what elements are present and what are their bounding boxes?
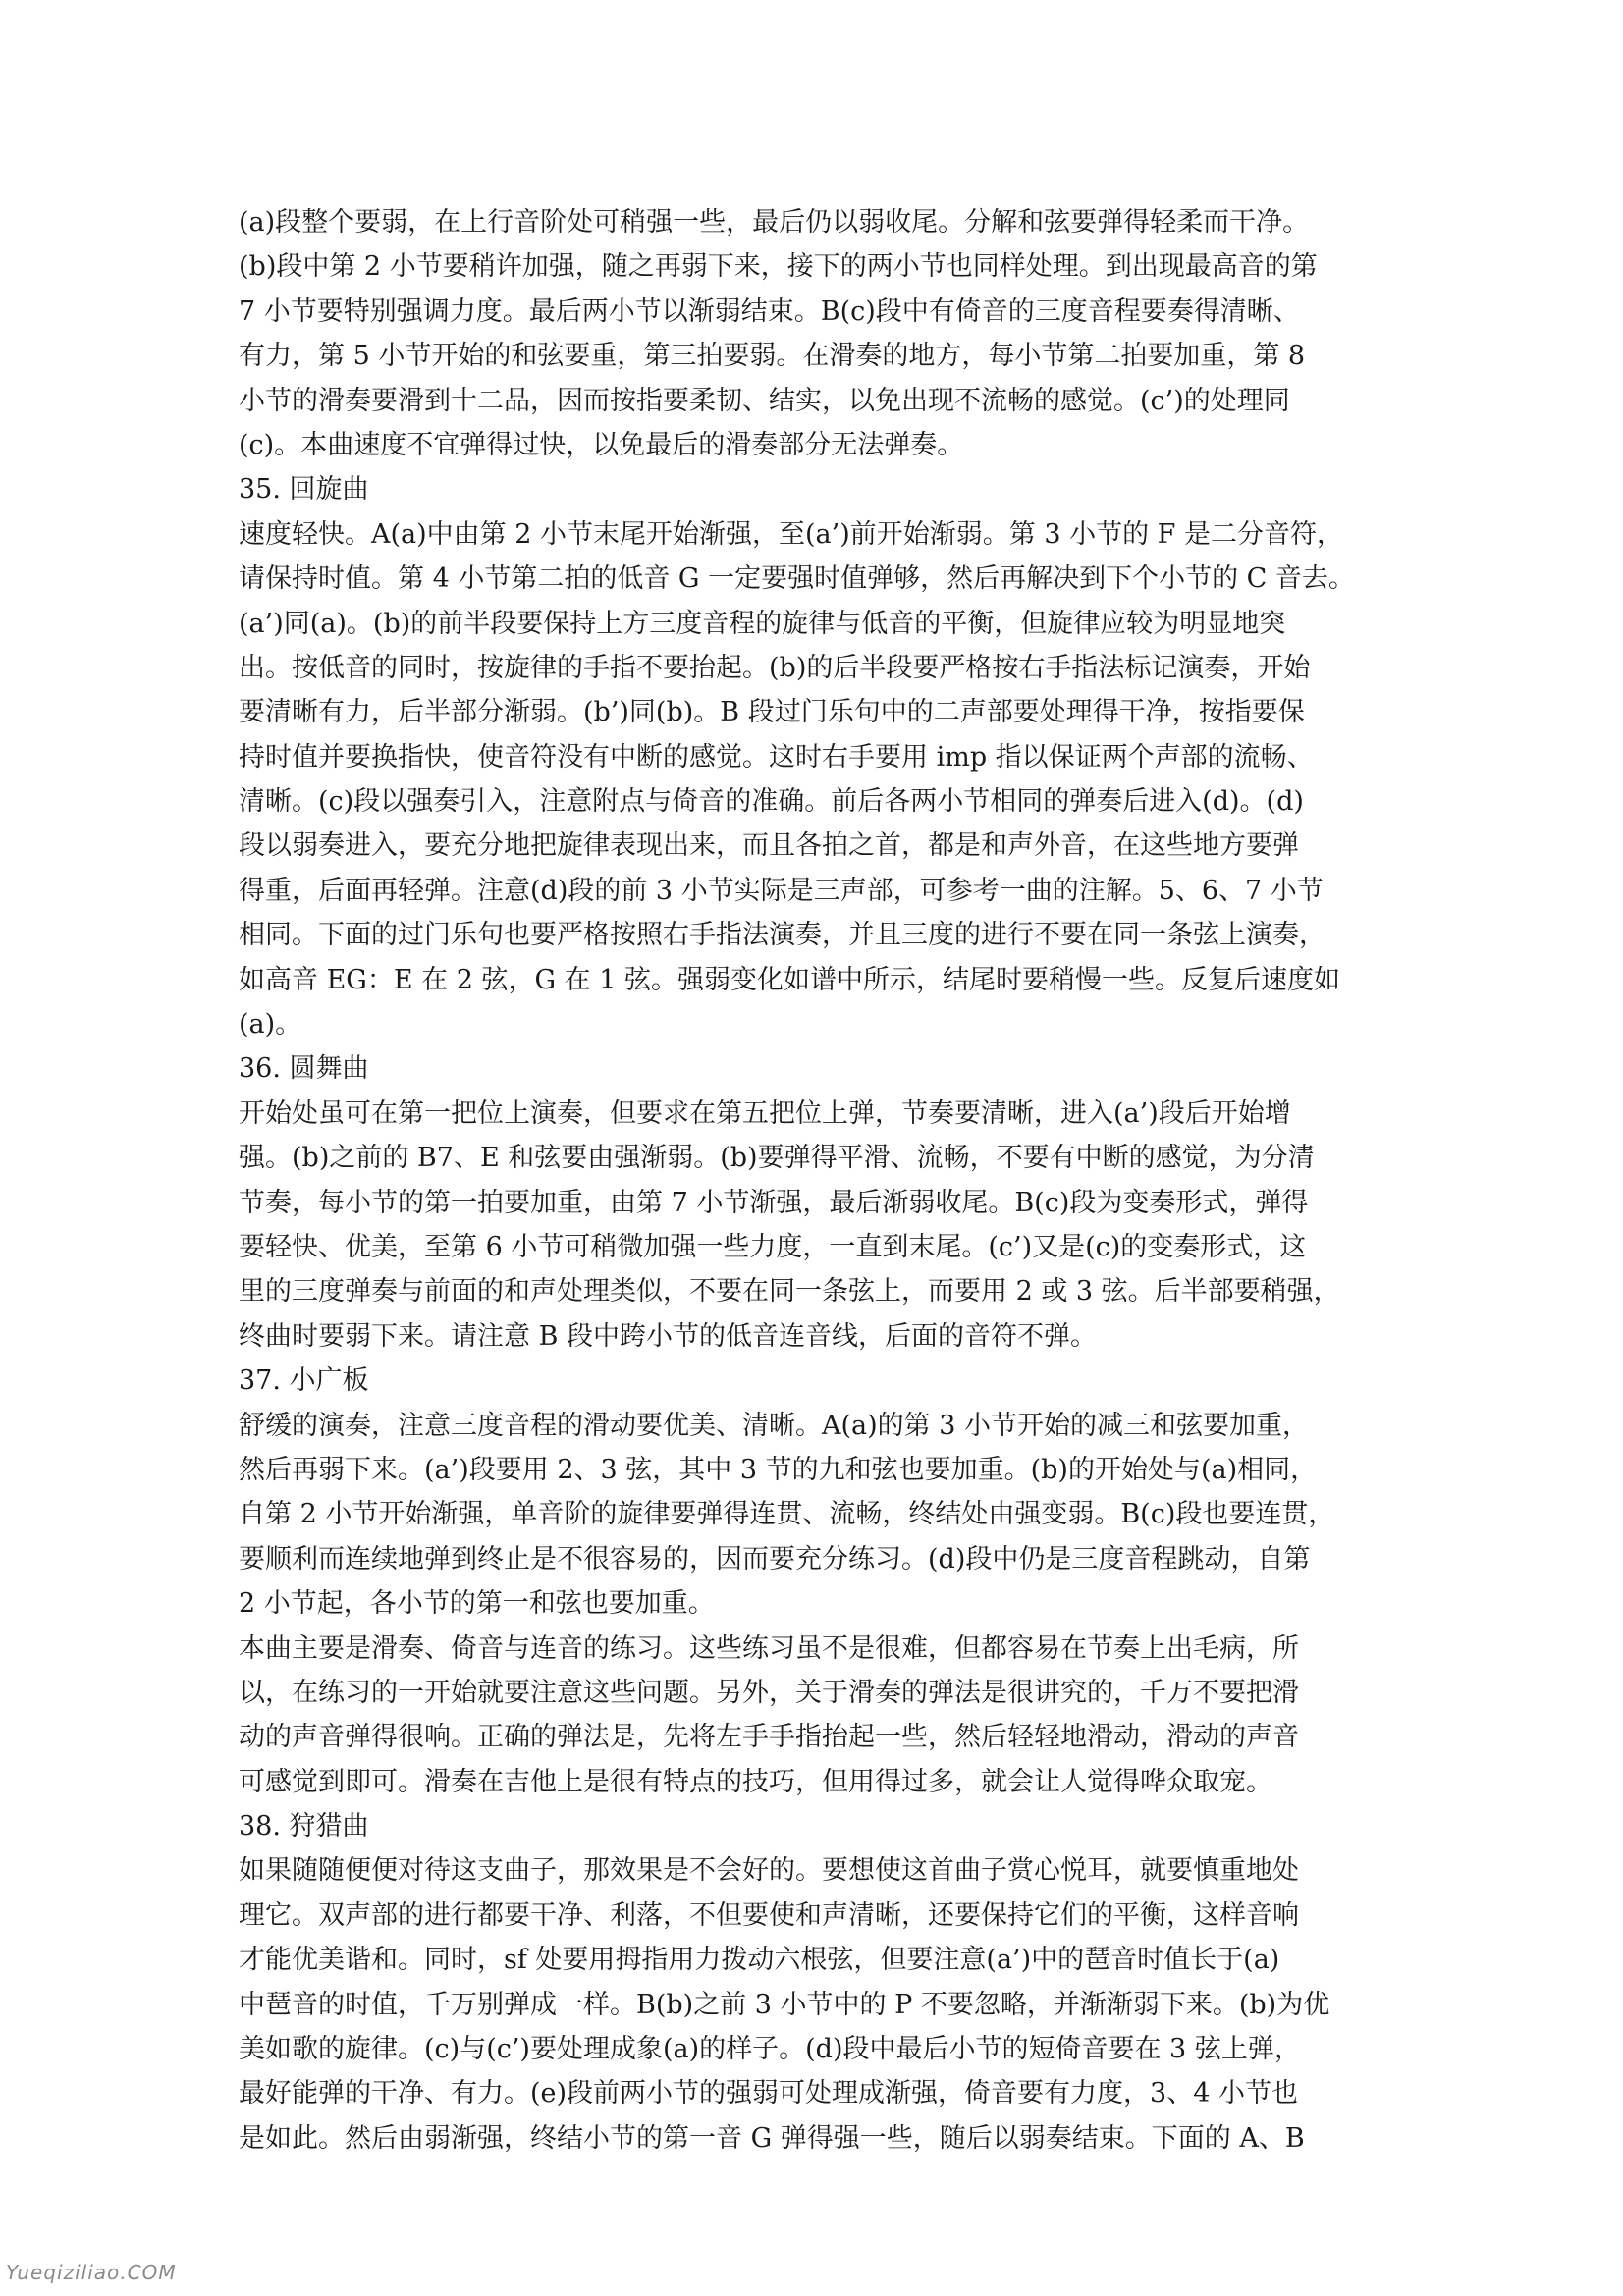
text-line: 强。(b)之前的 B7、E 和弦要由强渐弱。(b)要弹得平滑、流畅，不要有中断的感觉，为分清 xyxy=(239,1143,1315,1174)
text-line: (c)。本曲速度不宜弹得过快，以免最后的滑奏部分无法弹奏。 xyxy=(239,429,964,460)
text-line: 理它。双声部的进行都要干净、利落，不但要使和声清晰，还要保持它们的平衡，这样音响 xyxy=(239,1899,1299,1931)
text-line: 中琶音的时值，千万别弹成一样。B(b)之前 3 小节中的 P 不要忽略，并渐渐弱下来。(b)为优 xyxy=(239,1989,1330,2020)
text-line: 2 小节起，各小节的第一和弦也要加重。 xyxy=(239,1588,715,1620)
text-line: 里的三度弹奏与前面的和声处理类似，不要在同一条弦上，而要用 2 或 3 弦。后半部要稍强， xyxy=(239,1276,1340,1308)
text-line: 才能优美谐和。同时，sf 处要用拇指用力拨动六根弦，但要注意(a’)中的琶音时值长于(a) xyxy=(239,1945,1280,1976)
text-line: 如高音 EG：E 在 2 弦，G 在 1 弦。强弱变化如谱中所示，结尾时要稍慢一些。反复后速度如 xyxy=(239,964,1340,995)
text-line: 清晰。(c)段以强奏引入，注意附点与倚音的准确。前后各两小节相同的弹奏后进入(d)。(d) xyxy=(239,786,1304,818)
site-watermark: Yueqiziliao.COM xyxy=(6,2261,177,2284)
text-line: 如果随随便便对待这支曲子，那效果是不会好的。要想使这首曲子赏心悦耳，就要慎重地处 xyxy=(239,1855,1299,1887)
text-line: 节奏，每小节的第一拍要加重，由第 7 小节渐强，最后渐弱收尾。B(c)段为变奏形式，弹得 xyxy=(239,1187,1309,1218)
text-line: 开始处虽可在第一把位上演奏，但要求在第五把位上弹，节奏要清晰，进入(a’)段后开始增 xyxy=(239,1097,1291,1129)
text-line: 请保持时值。第 4 小节第二拍的低音 G 一定要强时值弹够，然后再解决到下个小节的 C 音去。 xyxy=(239,563,1355,595)
text-line: 有力，第 5 小节开始的和弦要重，第三拍要弱。在滑奏的地方，每小节第二拍要加重，第 8 xyxy=(239,341,1306,372)
section-heading: 38. 狩猎曲 xyxy=(239,1811,369,1842)
text-line: (a)段整个要弱，在上行音阶处可稍强一些，最后仍以弱收尾。分解和弦要弹得轻柔而干净。 xyxy=(239,207,1310,238)
text-line: 得重，后面再轻弹。注意(d)段的前 3 小节实际是三声部，可参考一曲的注解。5、6、7 小节 xyxy=(239,875,1324,906)
section-heading: 36. 圆舞曲 xyxy=(239,1053,369,1085)
text-line: 持时值并要换指快，使音符没有中断的感觉。这时右手要用 imp 指以保证两个声部的流畅、 xyxy=(239,741,1314,773)
text-line: 是如此。然后由弱渐强，终结小节的第一音 G 弹得强一些，随后以弱奏结束。下面的 A、B xyxy=(239,2122,1305,2154)
text-line: (b)段中第 2 小节要稍许加强，随之再弱下来，接下的两小节也同样处理。到出现最高音的第 xyxy=(239,251,1318,283)
text-line: 7 小节要特别强调力度。最后两小节以渐弱结束。B(c)段中有倚音的三度音程要奏得清晰、 xyxy=(239,295,1300,327)
text-line: (a)。 xyxy=(239,1009,302,1041)
text-line: 出。按低音的同时，按旋律的手指不要抬起。(b)的后半段要严格按右手指法标记演奏，开始 xyxy=(239,652,1311,683)
text-line: 舒缓的演奏，注意三度音程的滑动要优美、清晰。A(a)的第 3 小节开始的减三和弦要加重， xyxy=(239,1410,1310,1441)
text-line: 段以弱奏进入，要充分地把旋律表现出来，而且各拍之首，都是和声外音，在这些地方要弹 xyxy=(239,830,1299,862)
section-heading: 37. 小广板 xyxy=(239,1365,369,1397)
text-line: 美如歌的旋律。(c)与(c’)要处理成象(a)的样子。(d)段中最后小节的短倚音要在 3 弦上弹， xyxy=(239,2034,1301,2065)
text-line: 要顺利而连续地弹到终止是不很容易的，因而要充分练习。(d)段中仍是三度音程跳动，自第 xyxy=(239,1543,1311,1575)
text-line: (a’)同(a)。(b)的前半段要保持上方三度音程的旋律与低音的平衡，但旋律应较为明显地突 xyxy=(239,608,1286,639)
text-line: 要清晰有力，后半部分渐弱。(b’)同(b)。B 段过门乐句中的二声部要处理得干净，按指要保 xyxy=(239,697,1305,728)
text-line: 自第 2 小节开始渐强，单音阶的旋律要弹得连贯、流畅，终结处由强变弱。B(c)段也要连贯， xyxy=(239,1499,1335,1530)
text-line: 小节的滑奏要滑到十二品，因而按指要柔韧、结实，以免出现不流畅的感觉。(c’)的处理同 xyxy=(239,385,1290,416)
text-line: 终曲时要弱下来。请注意 B 段中跨小节的低音连音线，后面的音符不弹。 xyxy=(239,1320,1098,1352)
text-line: 动的声音弹得很响。正确的弹法是，先将左手手指抬起一些，然后轻轻地滑动，滑动的声音 xyxy=(239,1722,1299,1753)
text-line: 最好能弹的干净、有力。(e)段前两小节的强弱可处理成渐强，倚音要有力度，3、4 小节也 xyxy=(239,2078,1298,2109)
document-body xyxy=(239,200,1394,2161)
text-line: 可感觉到即可。滑奏在吉他上是很有特点的技巧，但用得过多，就会让人觉得哗众取宠。 xyxy=(239,1766,1272,1797)
text-line: 然后再弱下来。(a’)段要用 2、3 弦，其中 3 节的九和弦也要加重。(b)的开始处与(a)相同， xyxy=(239,1454,1318,1485)
text-line: 速度轻快。A(a)中由第 2 小节末尾开始渐强，至(a’)前开始渐弱。第 3 小节的 F 是二分音符， xyxy=(239,518,1343,550)
text-line: 要轻快、优美，至第 6 小节可稍微加强一些力度，一直到末尾。(c’)又是(c)的变奏形式，这 xyxy=(239,1231,1307,1262)
section-heading: 35. 回旋曲 xyxy=(239,474,369,506)
text-line: 本曲主要是滑奏、倚音与连音的练习。这些练习虽不是很难，但都容易在节奏上出毛病，所 xyxy=(239,1632,1299,1664)
text-line: 以，在练习的一开始就要注意这些问题。另外，关于滑奏的弹法是很讲究的，千万不要把滑 xyxy=(239,1677,1299,1708)
text-line: 相同。下面的过门乐句也要严格按照右手指法演奏，并且三度的进行不要在同一条弦上演奏， xyxy=(239,920,1325,951)
